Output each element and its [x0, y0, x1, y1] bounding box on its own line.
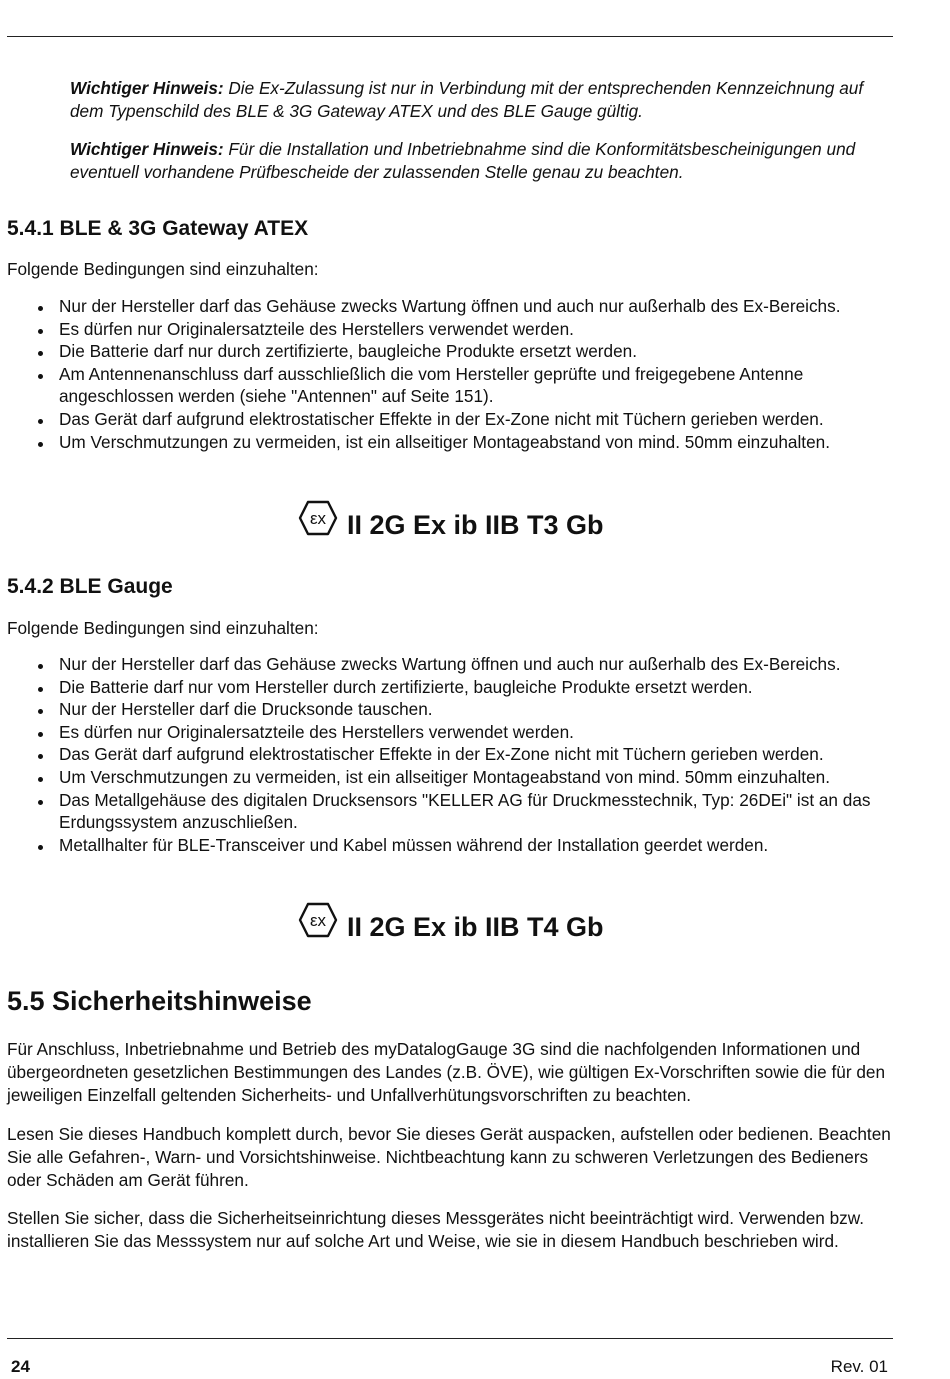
- list-item: Die Batterie darf nur vom Hersteller durch zertifizierte, baugleiche Produkte ersetzt werden.: [37, 676, 897, 699]
- section-5-4-1-heading: 5.4.1 BLE & 3G Gateway ATEX: [7, 217, 309, 240]
- section-5-5-heading: 5.5 Sicherheitshinweise: [7, 986, 312, 1016]
- page-number: 24: [11, 1357, 30, 1376]
- important-note-2: [70, 138, 890, 184]
- section-5-4-1-intro: Folgende Bedingungen sind einzuhalten:: [7, 259, 319, 279]
- list-item: Es dürfen nur Originalersatzteile des Herstellers verwendet werden.: [37, 318, 897, 341]
- section-5-4-2-conditions: [37, 653, 897, 856]
- important-note-1: [70, 77, 890, 123]
- atex-ex-hexagon-icon: [298, 902, 338, 938]
- section-5-4-1-conditions: [37, 295, 897, 453]
- section-5-4-2-heading: 5.4.2 BLE Gauge: [7, 575, 173, 598]
- atex-ex-hexagon-icon: [298, 500, 338, 536]
- list-item: Nur der Hersteller darf das Gehäuse zwecks Wartung öffnen und auch nur außerhalb des Ex-Bereichs.: [37, 295, 897, 318]
- section-5-4-2-intro: Folgende Bedingungen sind einzuhalten:: [7, 618, 319, 638]
- list-item: Um Verschmutzungen zu vermeiden, ist ein allseitiger Montageabstand von mind. 50mm einzuhalten.: [37, 431, 897, 454]
- svg-text:εx: εx: [309, 911, 327, 930]
- list-item: Das Gerät darf aufgrund elektrostatischer Effekte in der Ex-Zone nicht mit Tüchern gerieben werden.: [37, 408, 897, 431]
- list-item: Es dürfen nur Originalersatzteile des Herstellers verwendet werden.: [37, 721, 897, 744]
- list-item: Das Gerät darf aufgrund elektrostatischer Effekte in der Ex-Zone nicht mit Tüchern gerieben werden.: [37, 743, 897, 766]
- note-label: Wichtiger Hinweis:: [70, 78, 224, 98]
- ex-marking-gateway: [298, 500, 604, 540]
- ex-marking-text: II 2G Ex ib IIB T3 Gb: [347, 509, 604, 540]
- note-text: Für die Installation und Inbetriebnahme sind die Konformitätsbescheinigungen und eventuell vorhandene Prüfbescheide der zulassenden Stelle genau zu beachten.: [70, 139, 856, 182]
- footer-rule: [7, 1338, 893, 1339]
- list-item: Nur der Hersteller darf die Drucksonde tauschen.: [37, 698, 897, 721]
- list-item: Nur der Hersteller darf das Gehäuse zwecks Wartung öffnen und auch nur außerhalb des Ex-Bereichs.: [37, 653, 897, 676]
- safety-paragraph-3: Stellen Sie sicher, dass die Sicherheitseinrichtung dieses Messgerätes nicht beeinträchtigt wird. Verwenden bzw. installieren Sie das Messsystem nur auf solche Art und Weise, wie sie in diesem Handbuch beschrieben wird.: [7, 1208, 864, 1251]
- list-item: Um Verschmutzungen zu vermeiden, ist ein allseitiger Montageabstand von mind. 50mm einzuhalten.: [37, 766, 897, 789]
- note-label: Wichtiger Hinweis:: [70, 139, 224, 159]
- header-rule: [7, 36, 893, 37]
- ex-marking-text: II 2G Ex ib IIB T4 Gb: [347, 911, 604, 942]
- list-item: Das Metallgehäuse des digitalen Drucksensors "KELLER AG für Druckmesstechnik, Typ: 26DEi" ist an das Erdungssystem anzuschließen.: [37, 789, 897, 834]
- svg-text:εx: εx: [309, 509, 327, 528]
- ex-marking-gauge: [298, 902, 604, 942]
- list-item: Am Antennenanschluss darf ausschließlich die vom Hersteller geprüfte und freigegebene Antenne angeschlossen werden (siehe "Antennen" auf Seite 151).: [37, 363, 897, 408]
- safety-paragraph-1: Für Anschluss, Inbetriebnahme und Betrieb des myDatalogGauge 3G sind die nachfolgenden Informationen und übergeordneten gesetzlichen Bestimmungen des Landes (z.B. ÖVE), wie gültigen Ex-Vorschriften sowie die für den jeweiligen Einzelfall geltenden Sicherheits- und Unfallverhütungsvorschriften zu beachten.: [7, 1039, 886, 1105]
- note-text: Die Ex-Zulassung ist nur in Verbindung mit der entsprechenden Kennzeichnung auf dem Typenschild des BLE & 3G Gateway ATEX und des BLE Gauge gültig.: [70, 78, 864, 121]
- list-item: Die Batterie darf nur durch zertifizierte, baugleiche Produkte ersetzt werden.: [37, 340, 897, 363]
- list-item: Metallhalter für BLE-Transceiver und Kabel müssen während der Installation geerdet werden.: [37, 834, 897, 857]
- safety-paragraph-2: Lesen Sie dieses Handbuch komplett durch, bevor Sie dieses Gerät auspacken, aufstellen oder bedienen. Beachten Sie alle Gefahren-, Warn- und Vorsichtshinweise. Nichtbeachtung kann zu schweren Verletzungen des Bedieners oder Schäden am Gerät führen.: [7, 1124, 891, 1190]
- revision-label: Rev. 01: [830, 1357, 888, 1376]
